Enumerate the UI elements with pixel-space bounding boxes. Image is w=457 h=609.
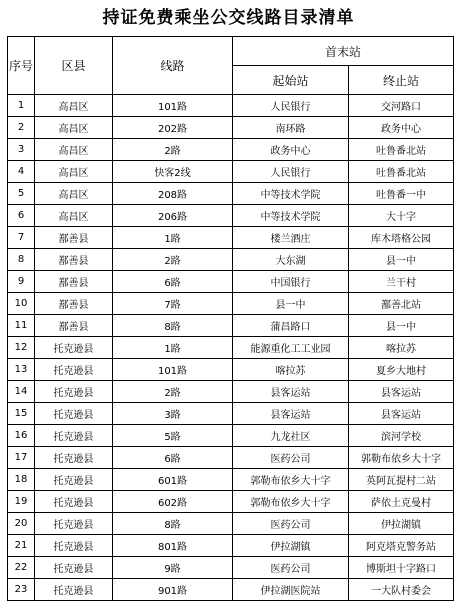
cell-seq: 18 bbox=[8, 469, 35, 491]
cell-route: 801路 bbox=[113, 535, 233, 557]
table-row bbox=[8, 557, 454, 579]
cell-start-station: 医药公司 bbox=[233, 557, 349, 579]
cell-route: 3路 bbox=[113, 403, 233, 425]
cell-seq: 10 bbox=[8, 293, 35, 315]
cell-district: 托克逊县 bbox=[35, 425, 113, 447]
cell-start-station: 人民银行 bbox=[233, 161, 349, 183]
cell-seq: 16 bbox=[8, 425, 35, 447]
cell-start-station: 郭勒布依乡大十字 bbox=[233, 469, 349, 491]
cell-end-station: 英阿瓦提村二站 bbox=[349, 469, 454, 491]
cell-end-station: 伊拉湖镇 bbox=[349, 513, 454, 535]
cell-end-station: 吐鲁番一中 bbox=[349, 183, 454, 205]
table-body bbox=[8, 95, 454, 601]
cell-district: 高昌区 bbox=[35, 205, 113, 227]
cell-route: 101路 bbox=[113, 95, 233, 117]
cell-seq: 23 bbox=[8, 579, 35, 601]
header-route: 线路 bbox=[113, 37, 233, 95]
table-row bbox=[8, 161, 454, 183]
cell-seq: 20 bbox=[8, 513, 35, 535]
cell-end-station: 夏乡大地村 bbox=[349, 359, 454, 381]
cell-district: 托克逊县 bbox=[35, 491, 113, 513]
cell-district: 托克逊县 bbox=[35, 469, 113, 491]
header-seq: 序号 bbox=[8, 37, 35, 95]
cell-district: 托克逊县 bbox=[35, 557, 113, 579]
cell-route: 901路 bbox=[113, 579, 233, 601]
table-row bbox=[8, 249, 454, 271]
cell-district: 鄯善县 bbox=[35, 315, 113, 337]
table-row bbox=[8, 535, 454, 557]
cell-seq: 4 bbox=[8, 161, 35, 183]
cell-seq: 19 bbox=[8, 491, 35, 513]
cell-end-station: 大十字 bbox=[349, 205, 454, 227]
cell-seq: 3 bbox=[8, 139, 35, 161]
cell-seq: 2 bbox=[8, 117, 35, 139]
cell-route: 5路 bbox=[113, 425, 233, 447]
cell-end-station: 鄯善北站 bbox=[349, 293, 454, 315]
cell-start-station: 郭勒布依乡大十字 bbox=[233, 491, 349, 513]
table-row bbox=[8, 117, 454, 139]
cell-route: 2路 bbox=[113, 381, 233, 403]
table-row bbox=[8, 359, 454, 381]
cell-start-station: 九龙社区 bbox=[233, 425, 349, 447]
table-row bbox=[8, 513, 454, 535]
cell-start-station: 南环路 bbox=[233, 117, 349, 139]
header-district: 区县 bbox=[35, 37, 113, 95]
cell-start-station: 医药公司 bbox=[233, 447, 349, 469]
bus-route-table bbox=[7, 36, 454, 601]
cell-end-station: 县客运站 bbox=[349, 381, 454, 403]
table-row bbox=[8, 227, 454, 249]
cell-route: 7路 bbox=[113, 293, 233, 315]
table-row bbox=[8, 469, 454, 491]
cell-start-station: 伊拉湖镇 bbox=[233, 535, 349, 557]
cell-start-station: 中国银行 bbox=[233, 271, 349, 293]
cell-seq: 14 bbox=[8, 381, 35, 403]
cell-district: 托克逊县 bbox=[35, 579, 113, 601]
cell-district: 托克逊县 bbox=[35, 513, 113, 535]
cell-route: 101路 bbox=[113, 359, 233, 381]
cell-seq: 17 bbox=[8, 447, 35, 469]
table-row bbox=[8, 403, 454, 425]
cell-end-station: 县一中 bbox=[349, 249, 454, 271]
cell-start-station: 人民银行 bbox=[233, 95, 349, 117]
cell-seq: 1 bbox=[8, 95, 35, 117]
cell-route: 601路 bbox=[113, 469, 233, 491]
table-row bbox=[8, 447, 454, 469]
cell-start-station: 县客运站 bbox=[233, 381, 349, 403]
cell-end-station: 交河路口 bbox=[349, 95, 454, 117]
cell-end-station: 吐鲁番北站 bbox=[349, 161, 454, 183]
cell-start-station: 伊拉湖医院站 bbox=[233, 579, 349, 601]
cell-district: 托克逊县 bbox=[35, 381, 113, 403]
cell-district: 托克逊县 bbox=[35, 403, 113, 425]
cell-end-station: 政务中心 bbox=[349, 117, 454, 139]
cell-seq: 11 bbox=[8, 315, 35, 337]
cell-seq: 22 bbox=[8, 557, 35, 579]
cell-district: 托克逊县 bbox=[35, 337, 113, 359]
cell-start-station: 蒲昌路口 bbox=[233, 315, 349, 337]
cell-end-station: 吐鲁番北站 bbox=[349, 139, 454, 161]
cell-seq: 8 bbox=[8, 249, 35, 271]
cell-district: 高昌区 bbox=[35, 95, 113, 117]
table-row bbox=[8, 205, 454, 227]
page-title: 持证免费乘坐公交线路目录清单 bbox=[102, 8, 355, 28]
header-terminals: 首末站 bbox=[233, 37, 454, 66]
cell-district: 高昌区 bbox=[35, 161, 113, 183]
cell-district: 鄯善县 bbox=[35, 271, 113, 293]
cell-end-station: 县一中 bbox=[349, 315, 454, 337]
table-row bbox=[8, 271, 454, 293]
cell-end-station: 兰干村 bbox=[349, 271, 454, 293]
cell-start-station: 医药公司 bbox=[233, 513, 349, 535]
table-row bbox=[8, 381, 454, 403]
cell-end-station: 萨依土克曼村 bbox=[349, 491, 454, 513]
cell-route: 6路 bbox=[113, 447, 233, 469]
cell-end-station: 库木塔格公园 bbox=[349, 227, 454, 249]
table-row bbox=[8, 183, 454, 205]
cell-route: 206路 bbox=[113, 205, 233, 227]
cell-district: 鄯善县 bbox=[35, 249, 113, 271]
cell-route: 2路 bbox=[113, 139, 233, 161]
cell-district: 托克逊县 bbox=[35, 535, 113, 557]
table-row bbox=[8, 139, 454, 161]
cell-district: 鄯善县 bbox=[35, 293, 113, 315]
cell-route: 快客2线 bbox=[113, 161, 233, 183]
cell-district: 托克逊县 bbox=[35, 359, 113, 381]
table-row bbox=[8, 491, 454, 513]
cell-route: 9路 bbox=[113, 557, 233, 579]
cell-route: 602路 bbox=[113, 491, 233, 513]
table-row bbox=[8, 579, 454, 601]
cell-district: 鄯善县 bbox=[35, 227, 113, 249]
cell-end-station: 郭勒布依乡大十字 bbox=[349, 447, 454, 469]
cell-district: 高昌区 bbox=[35, 117, 113, 139]
cell-district: 高昌区 bbox=[35, 183, 113, 205]
cell-end-station: 滨河学校 bbox=[349, 425, 454, 447]
cell-route: 1路 bbox=[113, 227, 233, 249]
cell-seq: 9 bbox=[8, 271, 35, 293]
table-row bbox=[8, 337, 454, 359]
cell-end-station: 阿克塔克警务站 bbox=[349, 535, 454, 557]
table-row bbox=[8, 293, 454, 315]
cell-route: 2路 bbox=[113, 249, 233, 271]
cell-start-station: 能源重化工工业园 bbox=[233, 337, 349, 359]
cell-end-station: 博斯坦十字路口 bbox=[349, 557, 454, 579]
cell-seq: 21 bbox=[8, 535, 35, 557]
cell-route: 1路 bbox=[113, 337, 233, 359]
header-start: 起始站 bbox=[233, 66, 349, 95]
header-end: 终止站 bbox=[349, 66, 454, 95]
cell-end-station: 喀拉苏 bbox=[349, 337, 454, 359]
cell-district: 高昌区 bbox=[35, 139, 113, 161]
cell-district: 托克逊县 bbox=[35, 447, 113, 469]
cell-seq: 15 bbox=[8, 403, 35, 425]
cell-start-station: 中等技术学院 bbox=[233, 183, 349, 205]
cell-route: 208路 bbox=[113, 183, 233, 205]
cell-start-station: 县客运站 bbox=[233, 403, 349, 425]
cell-start-station: 中等技术学院 bbox=[233, 205, 349, 227]
cell-end-station: 县客运站 bbox=[349, 403, 454, 425]
table-row bbox=[8, 95, 454, 117]
cell-start-station: 大东湖 bbox=[233, 249, 349, 271]
cell-route: 8路 bbox=[113, 513, 233, 535]
cell-start-station: 政务中心 bbox=[233, 139, 349, 161]
cell-route: 8路 bbox=[113, 315, 233, 337]
cell-end-station: 一大队村委会 bbox=[349, 579, 454, 601]
cell-route: 6路 bbox=[113, 271, 233, 293]
cell-seq: 13 bbox=[8, 359, 35, 381]
cell-seq: 6 bbox=[8, 205, 35, 227]
cell-start-station: 县一中 bbox=[233, 293, 349, 315]
cell-route: 202路 bbox=[113, 117, 233, 139]
table-row bbox=[8, 425, 454, 447]
cell-seq: 7 bbox=[8, 227, 35, 249]
cell-seq: 12 bbox=[8, 337, 35, 359]
cell-start-station: 喀拉苏 bbox=[233, 359, 349, 381]
cell-start-station: 楼兰酒庄 bbox=[233, 227, 349, 249]
cell-seq: 5 bbox=[8, 183, 35, 205]
table-row bbox=[8, 315, 454, 337]
